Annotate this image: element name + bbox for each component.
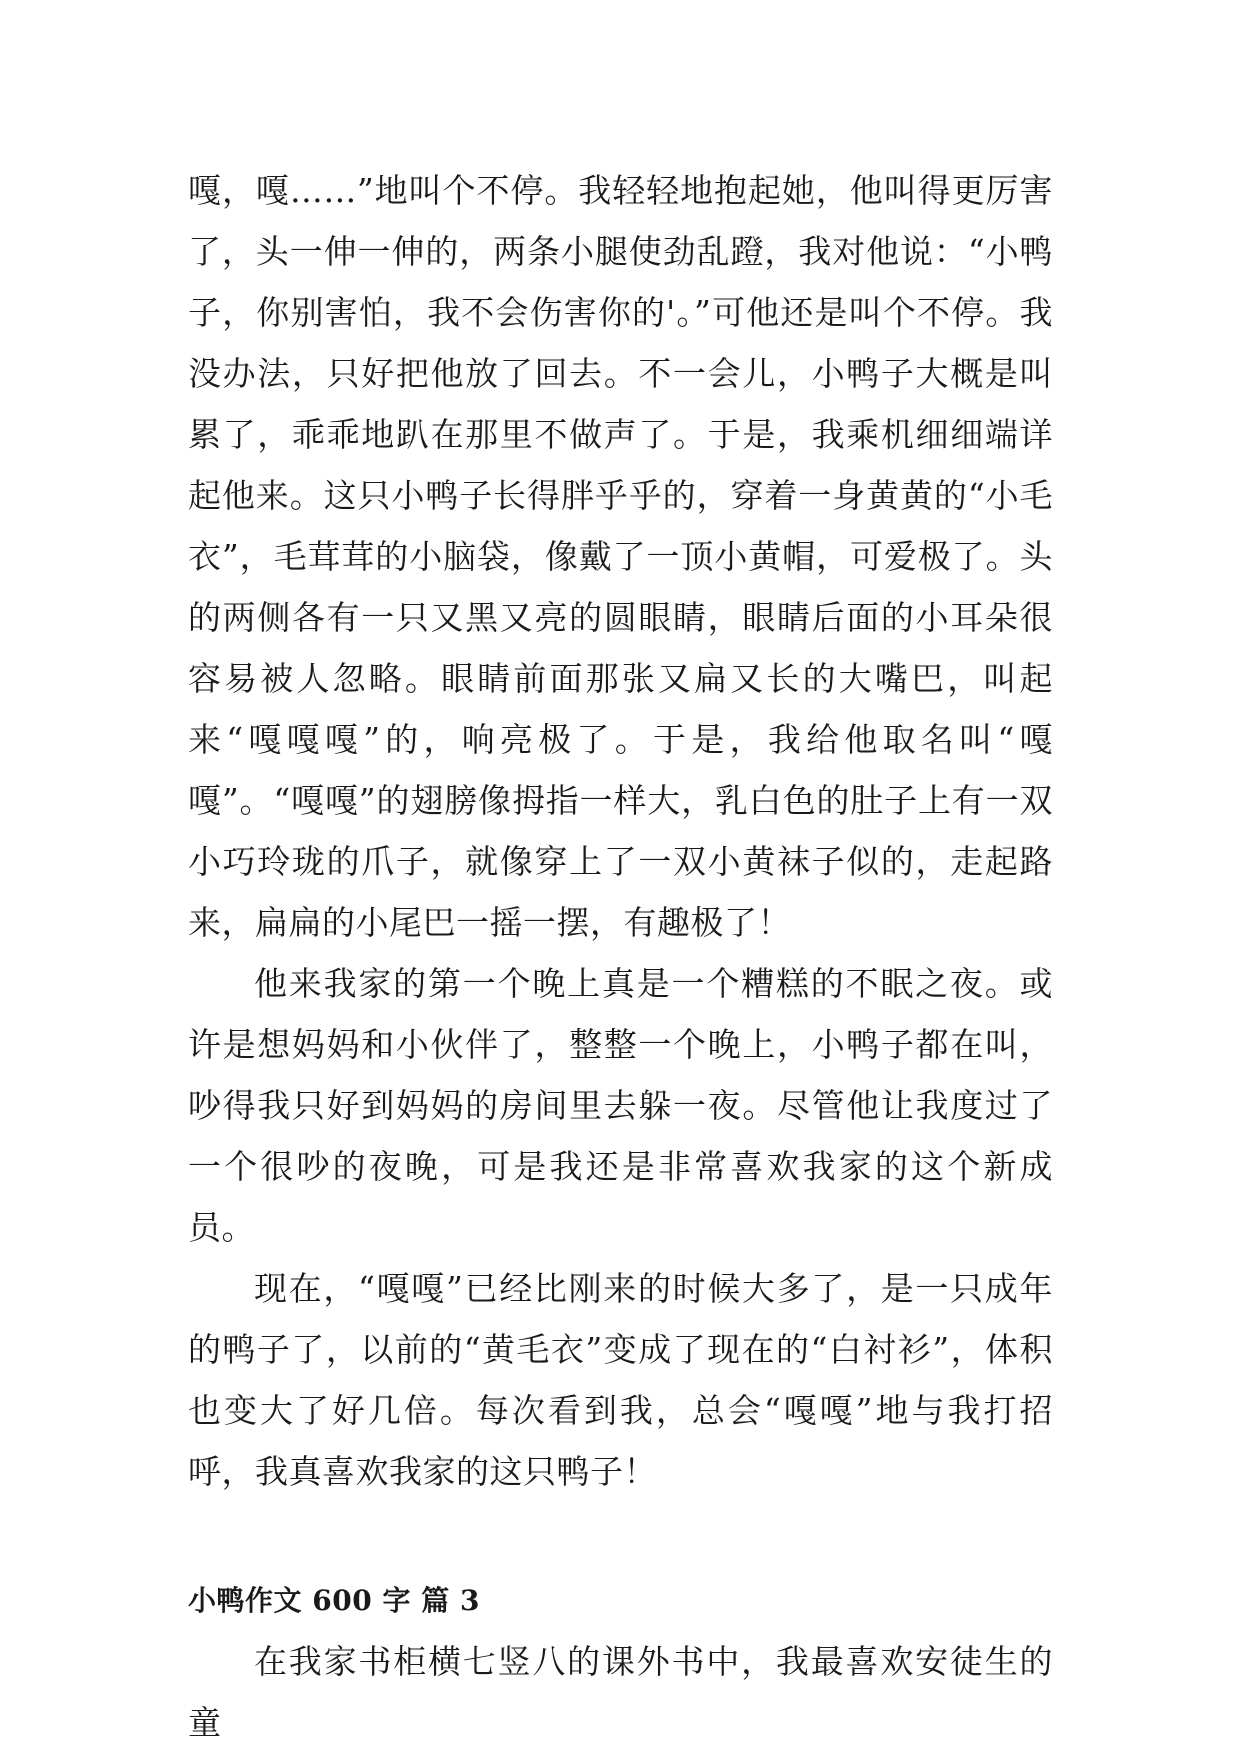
paragraph-1: 嘎，嘎……”地叫个不停。我轻轻地抱起她，他叫得更厉害了，头一伸一伸的，两条小腿使劲乱蹬，我对他说：“小鸭子，你别害怕，我不会伤害你的'。”可他还是叫个不停。我没办法，只好把他放了回去。不一会儿，小鸭子大概是叫累了，乖乖地趴在那里不做声了。于是，我乘机细细端详起他来。这只小鸭子长得胖乎乎的，穿着一身黄黄的“小毛衣”，毛茸茸的小脑袋，像戴了一顶小黄帽，可爱极了。头的两侧各有一只又黑又亮的圆眼睛，眼睛后面的小耳朵很容易被人忽略。眼睛前面那张又扁又长的大嘴巴，叫起来“嘎嘎嘎”的，响亮极了。于是，我给他取名叫“嘎嘎”。“嘎嘎”的翅膀像拇指一样大，乳白色的肚子上有一双小巧玲珑的爪子，就像穿上了一双小黄袜子似的，走起路来，扁扁的小尾巴一摇一摆，有趣极了！ bbox=[188, 171, 1053, 942]
document-body bbox=[188, 160, 1053, 1753]
paragraph-2: 他来我家的第一个晚上真是一个糟糕的不眠之夜。或许是想妈妈和小伙伴了，整整一个晚上，小鸭子都在叫，吵得我只好到妈妈的房间里去躲一夜。尽管他让我度过了一个很吵的夜晚，可是我还是非常喜欢我家的这个新成员。 bbox=[188, 964, 1053, 1247]
paragraph-3: 现在，“嘎嘎”已经比刚来的时候大多了，是一只成年的鸭子了，以前的“黄毛衣”变成了现在的“白衬衫”，体积也变大了好几倍。每次看到我，总会“嘎嘎”地与我打招呼，我真喜欢我家的这只鸭子！ bbox=[188, 1269, 1053, 1491]
section-heading: 小鸭作文 600 字 篇 3 bbox=[188, 1584, 480, 1617]
paragraph-4: 在我家书柜横七竖八的课外书中，我最喜欢安徒生的童 bbox=[188, 1642, 1053, 1742]
